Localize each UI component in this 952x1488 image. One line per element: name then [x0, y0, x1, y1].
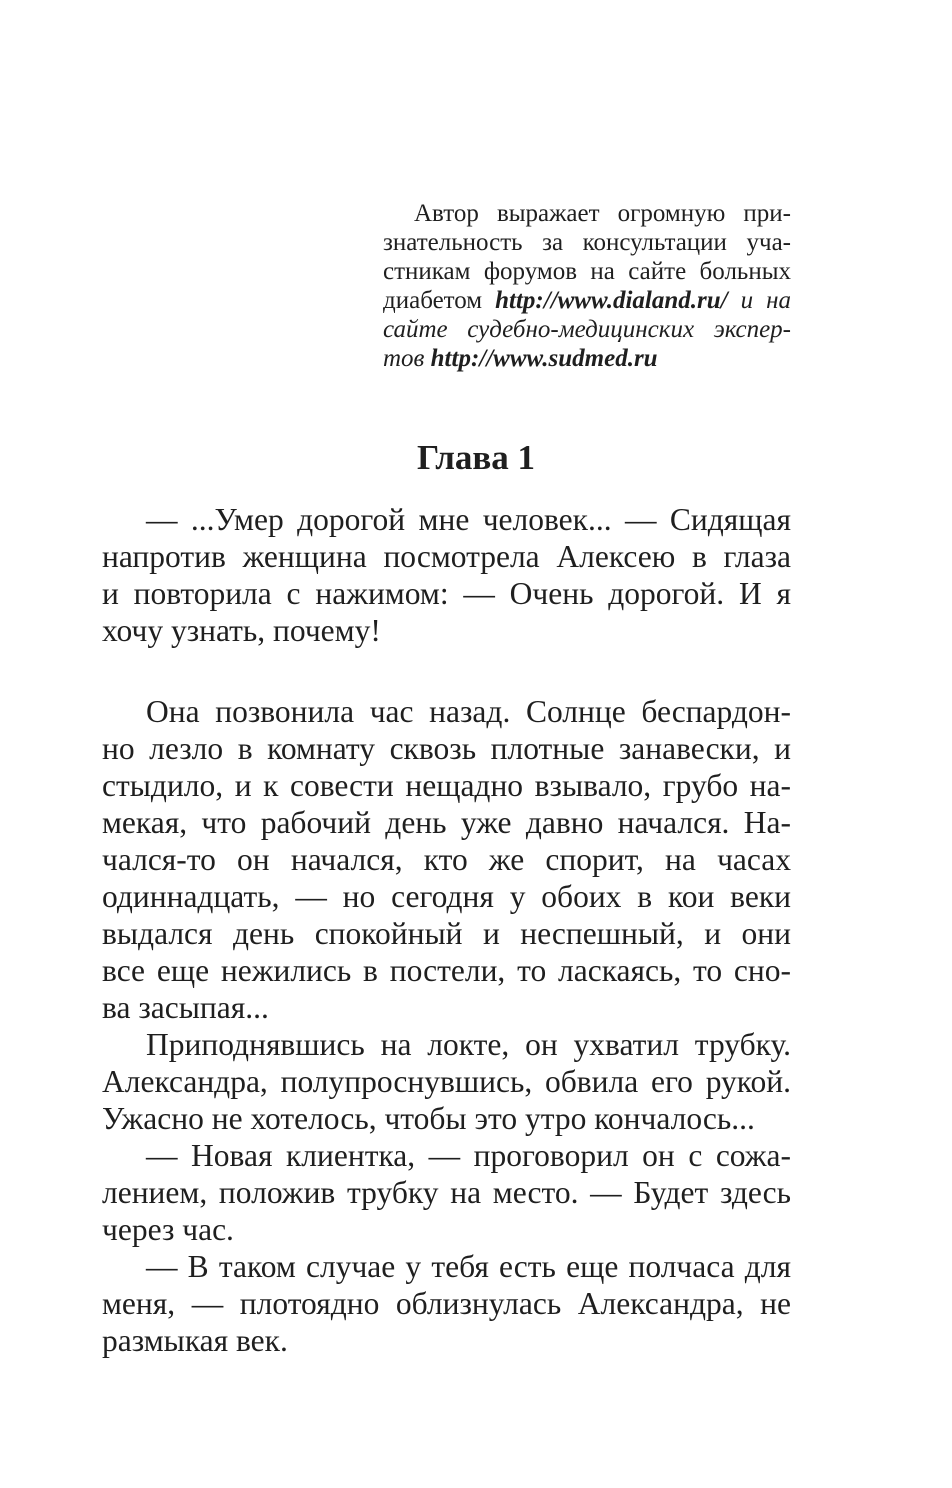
epigraph-line	[383, 345, 658, 373]
text-line: — ...Умер дорогой мне человек... — Сидящая	[146, 502, 791, 537]
text-line: стыдило, и к совести нещадно взывало, грубо на-	[102, 768, 791, 803]
epigraph-line	[383, 287, 791, 315]
text-line: выдался день спокойный и неспешный, и они	[102, 916, 791, 951]
text-line: Она позвонила час назад. Солнце беспардон-	[146, 694, 791, 729]
text-line: но лезло в комнату сквозь плотные занавески, и	[102, 731, 791, 766]
text-line: одиннадцать, — но сегодня у обоих в кои веки	[102, 879, 791, 914]
text-line: размыкая век.	[102, 1323, 288, 1358]
epigraph-line: Автор выражает огромную при-	[414, 200, 791, 227]
text-line: хочу узнать, почему!	[102, 613, 381, 648]
epigraph-line: сайте судебно-медицинских экспер-	[383, 316, 791, 343]
epigraph-text: диабетом	[383, 287, 496, 314]
text-line: ва засыпая...	[102, 990, 269, 1025]
dialand-link[interactable]: http://www.dialand.ru/	[495, 287, 728, 314]
text-line: чался-то он начался, кто же спорит, на часах	[102, 842, 791, 877]
text-line: — Новая клиентка, — проговорил он с сожа-	[146, 1138, 791, 1173]
text-line: меня, — плотоядно облизнулась Александра, не	[102, 1286, 791, 1321]
text-line: мекая, что рабочий день уже давно начался. На-	[102, 805, 791, 840]
text-line: Ужасно не хотелось, чтобы это утро кончалось...	[102, 1101, 755, 1136]
text-line: Александра, полупроснувшись, обвила его рукой.	[102, 1064, 791, 1099]
epigraph-line: стникам форумов на сайте больных	[383, 258, 791, 285]
text-line: — В таком случае у тебя есть еще полчаса для	[146, 1249, 791, 1284]
epigraph-line: знательность за консультации уча-	[383, 229, 791, 256]
sudmed-link[interactable]: http://www.sudmed.ru	[430, 345, 658, 372]
epigraph-text: тов	[383, 345, 431, 372]
text-line: Приподнявшись на локте, он ухватил трубку.	[146, 1027, 791, 1062]
text-line: все еще нежились в постели, то ласкаясь, то сно-	[102, 953, 791, 988]
text-line: лением, положив трубку на место. — Будет здесь	[102, 1175, 791, 1210]
chapter-title: Глава 1	[416, 438, 536, 477]
text-line: напротив женщина посмотрела Алексею в глаза	[102, 539, 791, 574]
text-line: через час.	[102, 1212, 234, 1247]
text-line: и повторила с нажимом: — Очень дорогой. И я	[102, 576, 791, 611]
epigraph-text: и на	[727, 287, 792, 314]
